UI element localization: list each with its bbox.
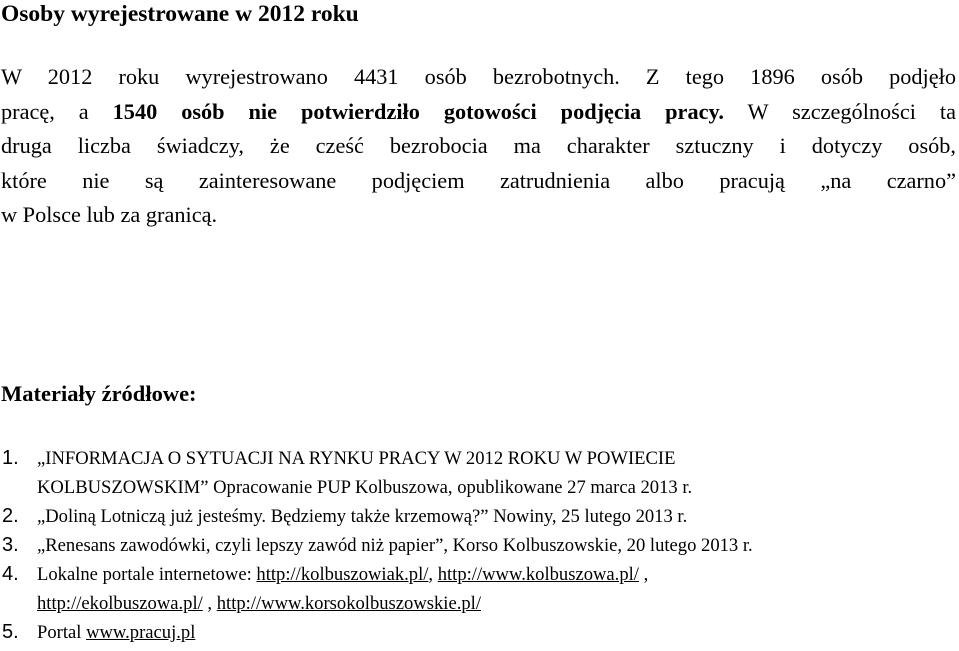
paragraph-line-2-start: pracę, a <box>1 98 113 124</box>
source-item-5 <box>0 618 959 647</box>
source-item-1 <box>0 444 959 502</box>
source-3-text: „Renesans zawodówki, czyli lepszy zawód niż papier”, Korso Kolbuszowskie, 20 lutego 2013 r. <box>37 535 753 556</box>
source-item-3 <box>0 531 959 560</box>
paragraph-line-3: druga liczba świadczy, że cześć bezrobocia ma charakter sztuczny i dotyczy osób, <box>1 133 956 158</box>
paragraph-line-5: w Polsce lub za granicą. <box>1 202 218 227</box>
source-item-2 <box>0 502 959 531</box>
source-number: 5. <box>2 621 19 643</box>
ekolbuszowa-link[interactable]: http://ekolbuszowa.pl/ <box>37 593 203 614</box>
source-5-prefix: Portal <box>37 622 87 643</box>
link-separator: , <box>428 564 438 585</box>
source-item-4 <box>0 560 959 618</box>
section-heading: Osoby wyrejestrowane w 2012 roku <box>1 1 359 27</box>
paragraph-line-1: W 2012 roku wyrejestrowano 4431 osób bezrobotnych. Z tego 1896 osób podjęło <box>1 64 956 89</box>
pracuj-link[interactable]: www.pracuj.pl <box>86 622 196 643</box>
sources-list <box>0 444 959 647</box>
source-1-line-1: „INFORMACJA O SYTUACJI NA RYNKU PRACY W 2012 ROKU W POWIECIE <box>37 448 676 469</box>
paragraph-line-2 <box>1 95 956 130</box>
source-4-prefix: Lokalne portale internetowe: <box>37 564 257 585</box>
source-number: 2. <box>2 505 19 527</box>
source-4-line-1 <box>37 560 959 589</box>
summary-paragraph <box>1 60 956 233</box>
kolbuszowa-link[interactable]: http://www.kolbuszowa.pl/ <box>437 564 639 585</box>
source-number: 1. <box>2 447 19 469</box>
paragraph-line-4: które nie są zainteresowane podjęciem zatrudnienia albo pracują „na czarno” <box>1 167 956 193</box>
link-separator: , <box>202 593 217 614</box>
source-1-line-2: KOLBUSZOWSKIM” Opracowanie PUP Kolbuszowa, opublikowane 27 marca 2013 r. <box>37 477 693 498</box>
sources-heading: Materiały źródłowe: <box>1 381 197 406</box>
source-4-line-2 <box>37 589 959 618</box>
kolbuszowiak-link[interactable]: http://kolbuszowiak.pl/ <box>256 564 429 585</box>
korsokolbuszowskie-link[interactable]: http://www.korsokolbuszowskie.pl/ <box>216 593 481 614</box>
source-number: 4. <box>2 563 19 585</box>
source-number: 3. <box>2 534 19 556</box>
paragraph-bold-fragment: 1540 osób nie potwierdziło gotowości podjęcia pracy. <box>112 98 724 124</box>
link-separator: , <box>638 564 649 585</box>
paragraph-line-2-end: W szczególności ta <box>723 98 956 124</box>
source-2-text: „Doliną Lotniczą już jesteśmy. Będziemy także krzemową?” Nowiny, 25 lutego 2013 r. <box>37 506 688 527</box>
